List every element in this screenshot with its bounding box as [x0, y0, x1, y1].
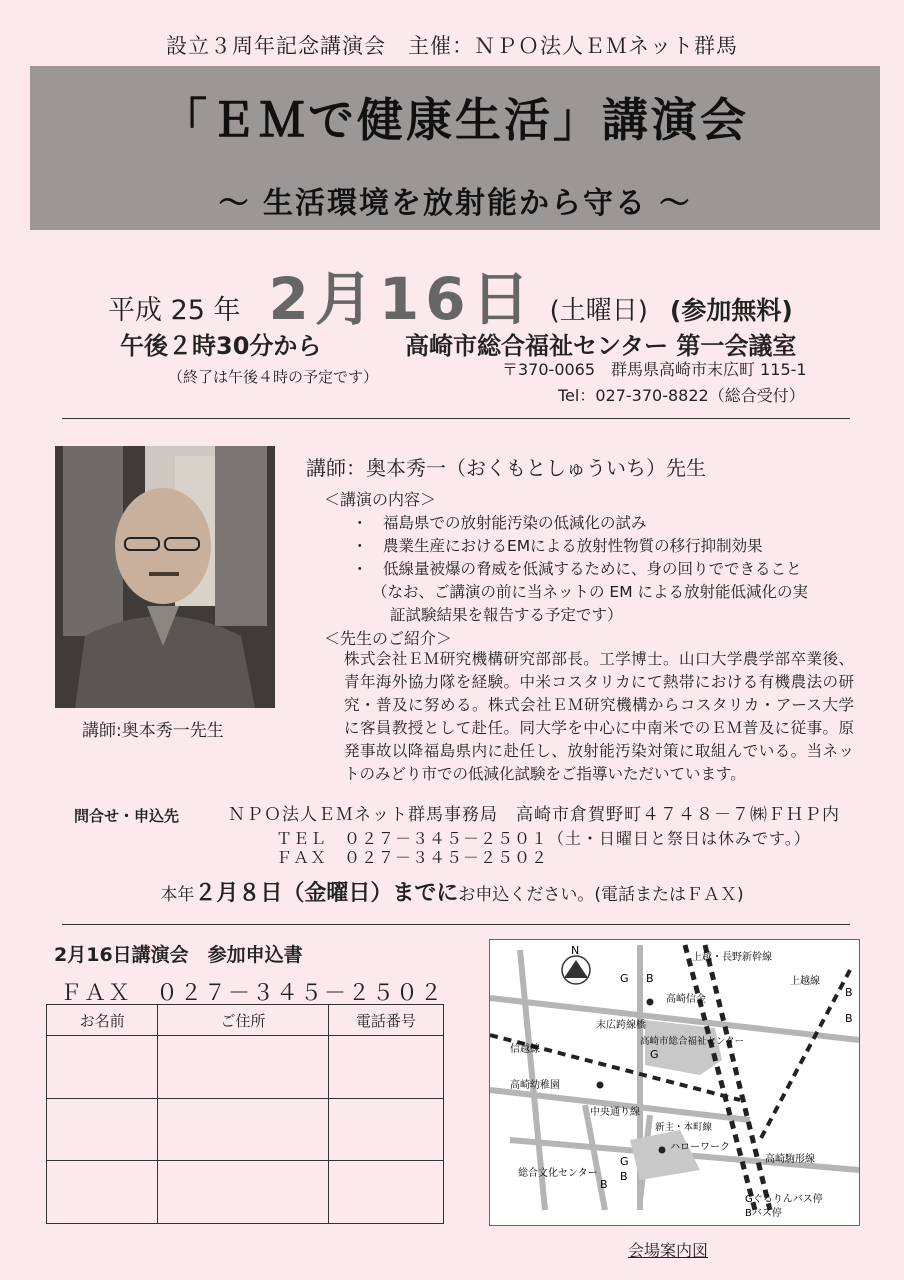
contact-label: 問合せ・申込先 [74, 807, 180, 825]
registration-table [46, 1004, 444, 1224]
intro-heading: ＜先生のご紹介＞ [324, 629, 453, 648]
photo-caption: 講師:奥本秀一先生 [82, 721, 224, 741]
contact-tel: ＴＥＬ ０２７－３４５－２５０１（土・日曜日と祭日は休みです。） [276, 829, 811, 848]
start-time: 午後２時30分から [120, 332, 322, 360]
content-heading: ＜講演の内容＞ [324, 490, 437, 509]
venue-name: 高崎市総合福祉センター 第一会議室 [405, 332, 797, 360]
form-title: 2月16日講演会 参加申込書 [54, 944, 303, 966]
map-label-kindergarten: 高崎幼稚園 [510, 1080, 560, 1091]
title-banner [30, 66, 880, 230]
topic-item: ・ 低線量被爆の脅威を低減するために、身の回りでできること [352, 560, 802, 578]
admission-free: (参加無料) [669, 296, 793, 325]
map-b-marker: B [646, 972, 654, 985]
address-field[interactable] [158, 1161, 329, 1224]
map-label-culture: 総合文化センター [518, 1168, 598, 1179]
event-organizer-line: 設立３周年記念講演会 主催：ＮＰＯ法人ＥＭネット群馬 [166, 34, 738, 58]
map-b-marker: B [845, 1012, 853, 1025]
name-field[interactable] [47, 1161, 158, 1224]
map-g-marker: G [620, 1155, 629, 1168]
map-label-venue: 高崎市総合福祉センター [640, 1036, 745, 1047]
map-label-bridge: 末広跨線橋 [596, 1020, 646, 1031]
name-field[interactable] [47, 1098, 158, 1161]
topic-note: （なお、ご講演の前に当ネットの EM による放射能低減化の実 [372, 583, 809, 601]
col-name: お名前 [47, 1005, 158, 1036]
map-g-marker: G [650, 1048, 659, 1061]
event-date: 2月16日 [268, 265, 536, 333]
map-b-marker: B [845, 986, 853, 999]
contact-org: ＮＰＯ法人ＥＭネット群馬事務局 高崎市倉賀野町４７４８－７㈱ＦＨＰ内 [228, 805, 840, 825]
form-fax: ＦＡＸ ０２７－３４５－２５０２ [60, 981, 445, 1006]
col-address: ご住所 [158, 1005, 329, 1036]
day-of-week: (土曜日) [549, 296, 648, 326]
phone-field[interactable] [328, 1036, 443, 1099]
topic-item: ・ 農業生産におけるEMによる放射性物質の移行抑制効果 [352, 537, 763, 555]
map-b-marker: B [620, 1170, 628, 1183]
map-b-marker: B [600, 1178, 608, 1191]
lecturer-heading: 講師：奥本秀一（おくもとしゅういち）先生 [306, 456, 706, 480]
deadline-prefix: 本年 [160, 885, 195, 905]
map-label-joetsu: 上越線 [790, 976, 820, 987]
name-field[interactable] [47, 1036, 158, 1099]
map-g-marker: G [620, 972, 629, 985]
map-label-shinkansen: 上越・長野新幹線 [692, 952, 772, 963]
phone-field[interactable] [328, 1161, 443, 1224]
topic-item: ・ 福島県での放射能汚染の低減化の試み [352, 514, 647, 532]
map-label-shinetsu: 信越線 [510, 1044, 540, 1055]
map-label-komagata: 高崎駒形線 [765, 1154, 815, 1165]
map-drawing [490, 940, 859, 1225]
speaker-photo [55, 446, 275, 708]
event-subtitle: ～ 生活環境を放射能から守る ～ [218, 186, 692, 221]
end-time-note: （終了は午後４時の予定です） [168, 368, 379, 386]
map-label-chuo: 中央通り線 [590, 1107, 640, 1118]
map-legend-b: Bバス停 [745, 1208, 782, 1219]
deadline-suffix: お申込ください。(電話またはＦＡＸ) [458, 885, 744, 905]
contact-fax: ＦＡＸ ０２７－３４５－２５０２ [276, 848, 549, 867]
speaker-intro: 株式会社ＥＭ研究機構研究部部長。工学博士。山口大学農学部卒業後、青年海外協力隊を経験。中米コスタリカにて熱帯における有機農法の研究・普及に努める。株式会社ＥＭ研究機構からコスタリカ・アース大学に客員教授として赴任。同大学を中心に中南米でのＥＭ普及に従事。原発事故以降福島県内に赴任し、放射能汚染対策に取組んでいる。当ネットのみどり市での低減化試験をご指導いただいています。 [344, 650, 854, 783]
map-legend-g: Gぐるりんバス停 [745, 1194, 823, 1205]
venue-tel: Tel：027-370-8822（総合受付） [558, 386, 805, 405]
address-field[interactable] [158, 1036, 329, 1099]
map-caption: 会場案内図 [628, 1241, 709, 1260]
divider-top [62, 418, 850, 419]
portrait-illustration [55, 446, 275, 708]
map-label-shinsai: 新主・本町線 [655, 1122, 713, 1133]
deadline-date: ２月８日（金曜日）までに [194, 881, 459, 906]
map-north: N [571, 944, 580, 957]
phone-field[interactable] [328, 1098, 443, 1161]
venue-address: 〒370-0065 群馬県高崎市末広町 115-1 [502, 360, 807, 379]
event-title: 「ＥＭで健康生活」講演会 [161, 93, 749, 147]
date-row [108, 252, 793, 333]
divider-bottom [62, 924, 850, 925]
address-field[interactable] [158, 1098, 329, 1161]
map-label-shinkin: 高崎信金 [666, 994, 706, 1005]
col-phone: 電話番号 [328, 1005, 443, 1036]
topic-note: 証試験結果を報告する予定です） [390, 606, 623, 624]
map-label-hellowork: ハローワーク [670, 1142, 730, 1153]
deadline-line [0, 876, 904, 907]
date-era: 平成 25 年 [108, 295, 241, 326]
venue-map [489, 939, 860, 1226]
